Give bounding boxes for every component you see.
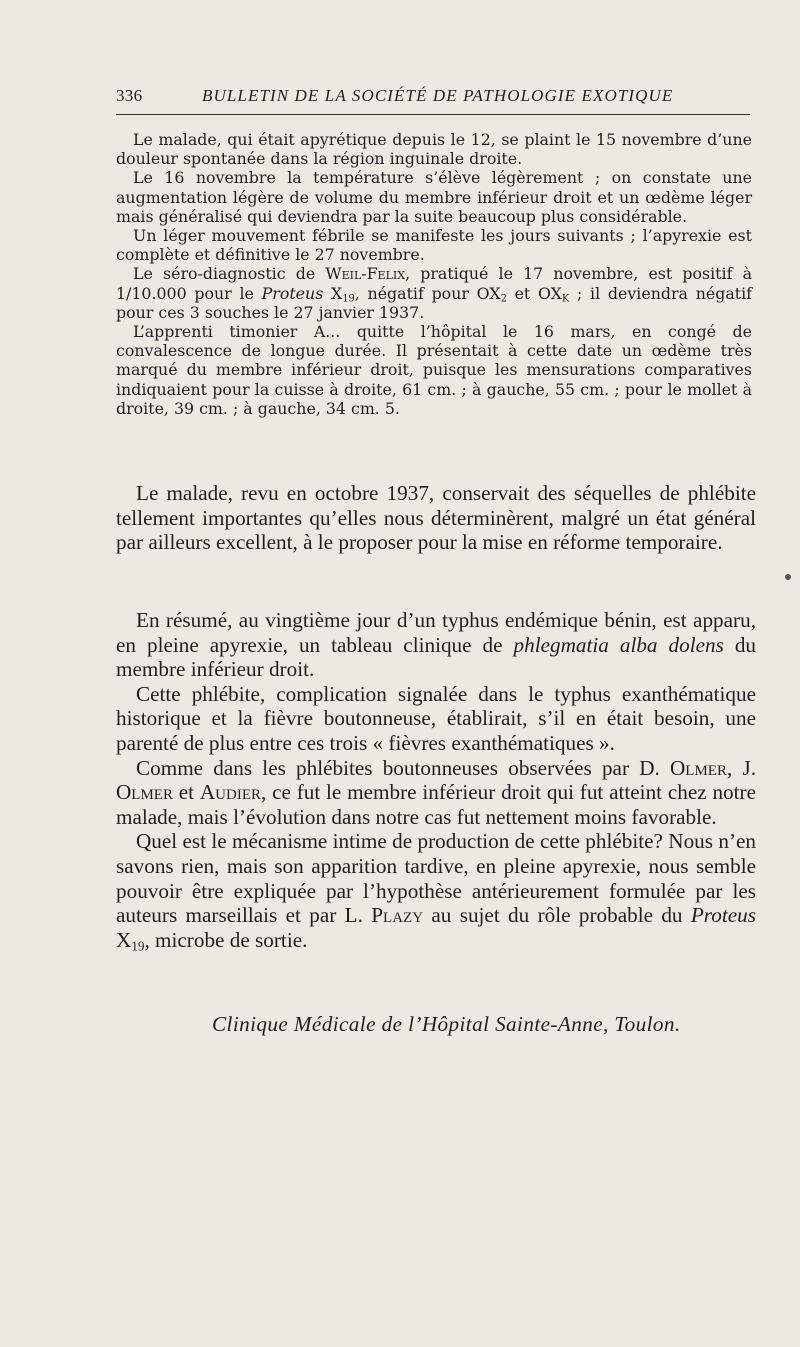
- case-report-small-text: [116, 130, 752, 418]
- paragraph: Un léger mouvement fébrile se manifeste les jours suivants ; l’apyrexie est complète et définitive le 27 novembre.: [116, 226, 752, 265]
- author-name: Weil-Felix: [325, 264, 406, 284]
- header-rule: [116, 114, 750, 115]
- author-name: Plazy: [371, 903, 424, 928]
- summary-text: [116, 608, 756, 952]
- paragraph: Le malade, qui était apyrétique depuis le 12, se plaint le 15 novembre d’une douleur spontanée dans la région inguinale droite.: [116, 130, 752, 169]
- paragraph: Comme dans les phlébites boutonneuses observées par D. Olmer, J. Olmer et Audier, ce fut le membre inférieur droit qui fut atteint chez notre malade, mais l’évolution dans notre cas fut nettement moins favorable.: [116, 755, 756, 829]
- author-name: Olmer: [670, 755, 727, 780]
- paragraph: Le 16 novembre la température s’élève légèrement ; on constate une augmentation légère de volume du membre inférieur droit et un œdème léger mais généralisé qui deviendra par la suite beaucoup plus considérable.: [116, 168, 752, 226]
- institution-signature: Clinique Médicale de l’Hôpital Sainte-Anne, Toulon.: [212, 1012, 681, 1036]
- paragraph: Le malade, revu en octobre 1937, conservait des séquelles de phlébite tellement importantes qu’elles nous déterminèrent, malgré un état général par ailleurs excellent, à le proposer pour la mise en réforme temporaire.: [116, 481, 756, 555]
- journal-title: BULLETIN DE LA SOCIÉTÉ DE PATHOLOGIE EXOTIQUE: [202, 86, 674, 105]
- follow-up-text: [116, 481, 756, 555]
- paragraph: Cette phlébite, complication signalée dans le typhus exanthématique historique et la fièvre boutonneuse, établirait, s’il en était besoin, une parenté de plus entre ces trois « fièvres exanthématiques ».: [116, 681, 756, 755]
- author-name: Olmer: [116, 780, 173, 805]
- paragraph: L’apprenti timonier A... quitte l’hôpital le 16 mars, en congé de convalescence de longue durée. Il présentait à cette date un œdème très marqué du membre inférieur droit, puisque les mensurations comparatives indiquaient pour la cuisse à droite, 61 cm. ; à gauche, 55 cm. ; pour le mollet à droite, 39 cm. ; à gauche, 34 cm. 5.: [116, 322, 752, 418]
- paragraph: En résumé, au vingtième jour d’un typhus endémique bénin, est apparu, en pleine apyrexie, un tableau clinique de phlegmatia alba dolens du membre inférieur droit.: [116, 608, 757, 682]
- running-header: [116, 84, 750, 110]
- author-name: Audier: [199, 780, 261, 805]
- paragraph: Le séro-diagnostic de Weil-Felix, pratiqué le 17 novembre, est positif à 1/10.000 pour le Proteus $X_{19}$, négatif pour $OX_2$ et $OX_K$ ; il deviendra négatif pour ces 3 souches le 27 janvier 1937.: [116, 264, 752, 322]
- ink-mark: [785, 574, 791, 580]
- page-number: 336: [116, 86, 143, 105]
- paragraph: Quel est le mécanisme intime de production de cette phlébite? Nous n’en savons rien, mais son apparition tardive, en pleine apyrexie, nous semble pouvoir être expliquée par l’hypothèse antérieurement formulée par les auteurs marseillais et par L. Plazy au sujet du rôle probable du Proteus $X_{19}$, microbe de sortie.: [116, 829, 756, 953]
